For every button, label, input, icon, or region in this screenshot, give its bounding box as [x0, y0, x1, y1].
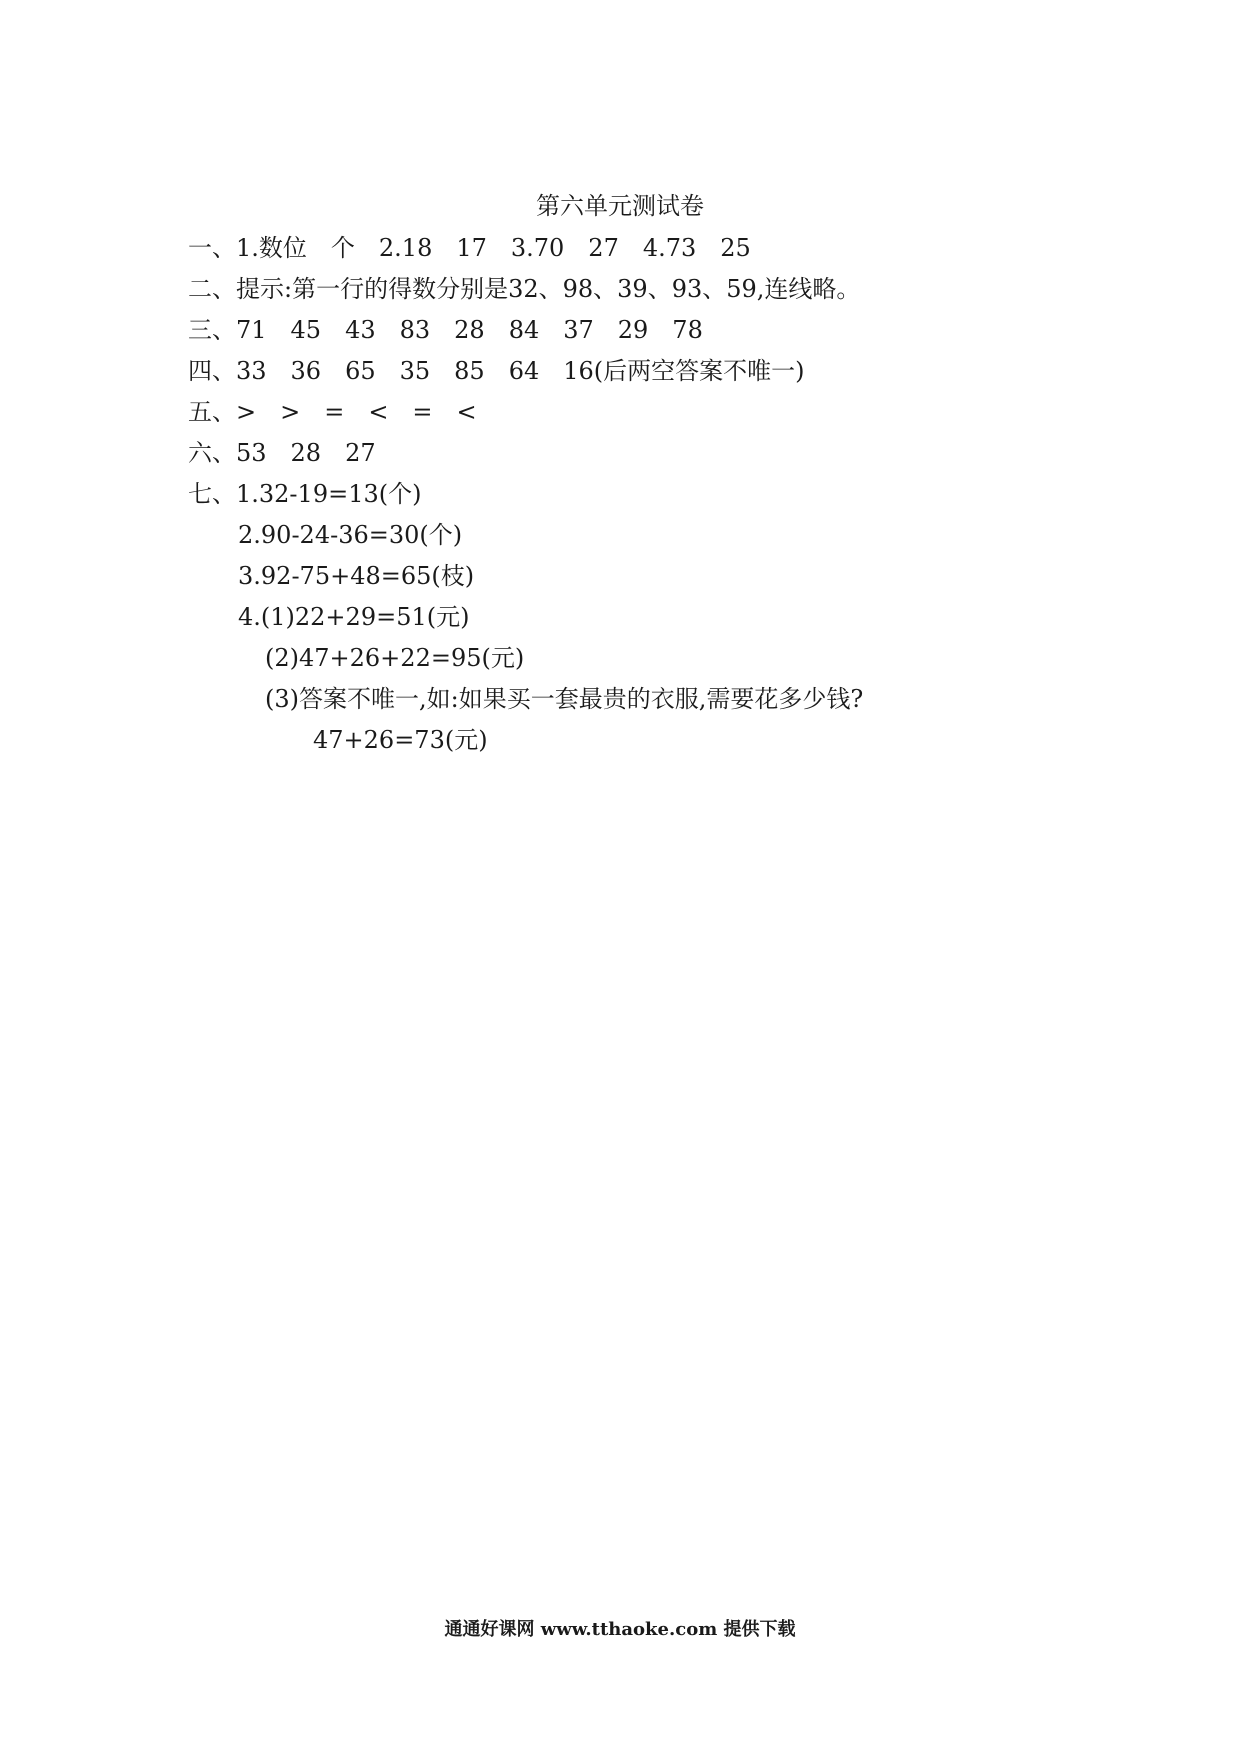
answer-line-5: 五、> > = < = < [188, 398, 477, 426]
answer-line-2: 二、提示:第一行的得数分别是32、98、39、93、59,连线略。 [188, 275, 861, 303]
answer-list [188, 232, 1188, 765]
footer-watermark: 通通好课网 www.tthaoke.com 提供下载 [444, 1619, 796, 1640]
answer-line-1: 一、1.数位 个 2.18 17 3.70 27 4.73 25 [188, 234, 751, 262]
answer-line-7-4-3-calc: 47+26=73(元) [313, 726, 488, 754]
answer-line-7-4-2: (2)47+26+22=95(元) [265, 644, 525, 672]
answer-line-7-3: 3.92-75+48=65(枝) [238, 562, 475, 590]
answer-line-7-2: 2.90-24-36=30(个) [238, 521, 463, 549]
page-title: 第六单元测试卷 [536, 192, 704, 220]
answer-line-7-4-3: (3)答案不唯一,如:如果买一套最贵的衣服,需要花多少钱? [265, 685, 864, 713]
answer-line-7: 七、1.32-19=13(个) [188, 480, 422, 508]
answer-line-4: 四、33 36 65 35 85 64 16(后两空答案不唯一) [188, 357, 805, 385]
answer-line-6: 六、53 28 27 [188, 439, 376, 467]
answer-line-7-4: 4.(1)22+29=51(元) [238, 603, 470, 631]
answer-line-3: 三、71 45 43 83 28 84 37 29 78 [188, 316, 703, 344]
